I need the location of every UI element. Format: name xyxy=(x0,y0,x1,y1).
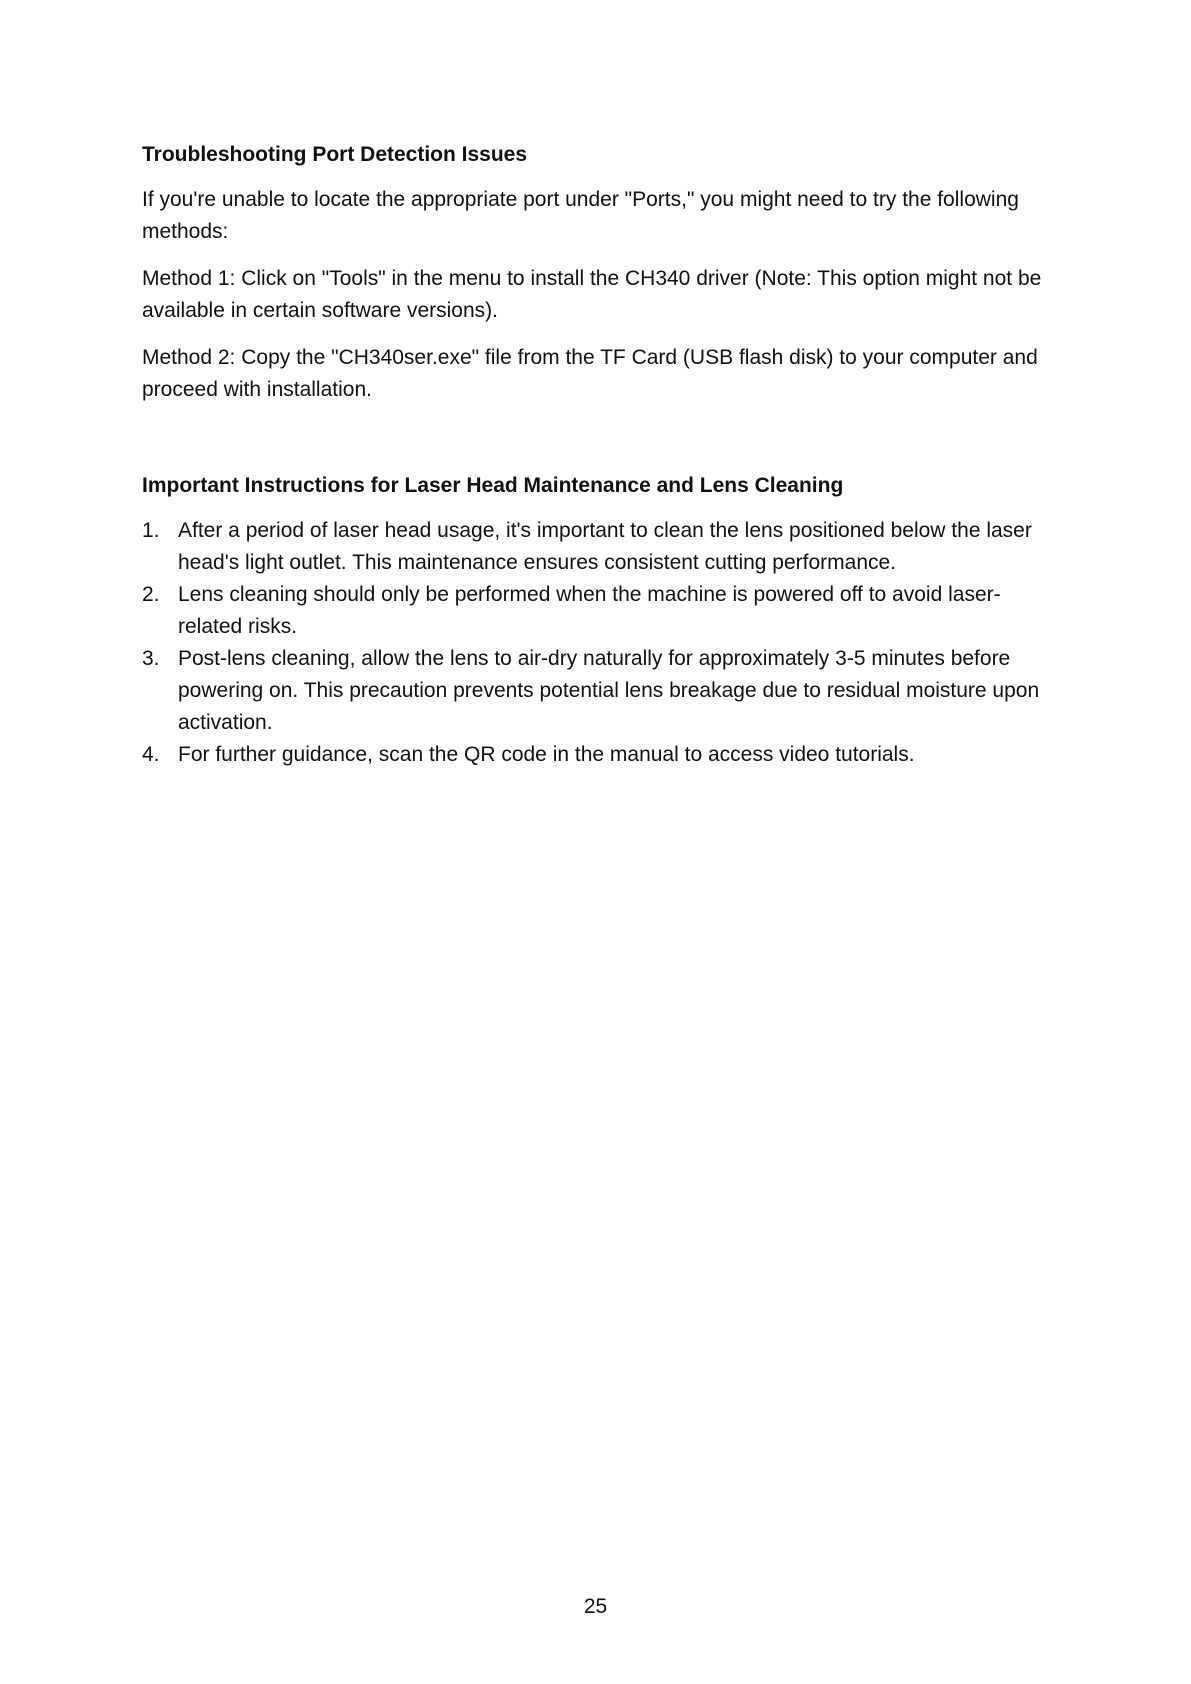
list-item-text: For further guidance, scan the QR code in the manual to access video tutorials. xyxy=(178,743,915,766)
list-item xyxy=(142,643,1062,739)
section-heading: Important Instructions for Laser Head Maintenance and Lens Cleaning xyxy=(142,474,844,497)
list-item-text: Post-lens cleaning, allow the lens to air-dry naturally for approximately 3-5 minutes before powering on. This precaution prevents potential lens breakage due to residual moisture upon activation. xyxy=(178,647,1040,734)
instruction-list xyxy=(142,515,1062,771)
list-number: 1. xyxy=(142,519,160,542)
list-item-text: Lens cleaning should only be performed when the machine is powered off to avoid laser-related risks. xyxy=(178,583,1001,638)
list-item xyxy=(142,579,1062,643)
intro-paragraph: If you're unable to locate the appropriate port under "Ports," you might need to try the following methods: xyxy=(142,188,1019,243)
list-number: 2. xyxy=(142,583,160,606)
section-heading: Troubleshooting Port Detection Issues xyxy=(142,143,528,166)
list-item-text: After a period of laser head usage, it's important to clean the lens positioned below the laser head's light outlet. This maintenance ensures consistent cutting performance. xyxy=(178,519,1032,574)
laser-maintenance-section xyxy=(142,471,1062,771)
list-number: 4. xyxy=(142,743,160,766)
method-2-paragraph: Method 2: Copy the "CH340ser.exe" file from the TF Card (USB flash disk) to your computer and proceed with installation. xyxy=(142,346,1038,401)
method-1-paragraph: Method 1: Click on "Tools" in the menu to install the CH340 driver (Note: This option might not be available in certain software versions). xyxy=(142,267,1042,322)
list-item xyxy=(142,515,1062,579)
list-item xyxy=(142,739,1062,771)
list-number: 3. xyxy=(142,647,160,670)
page-number: 25 xyxy=(583,1595,608,1618)
section-spacer xyxy=(142,421,1062,471)
port-troubleshooting-section xyxy=(142,140,1062,406)
page-content xyxy=(142,140,1062,771)
